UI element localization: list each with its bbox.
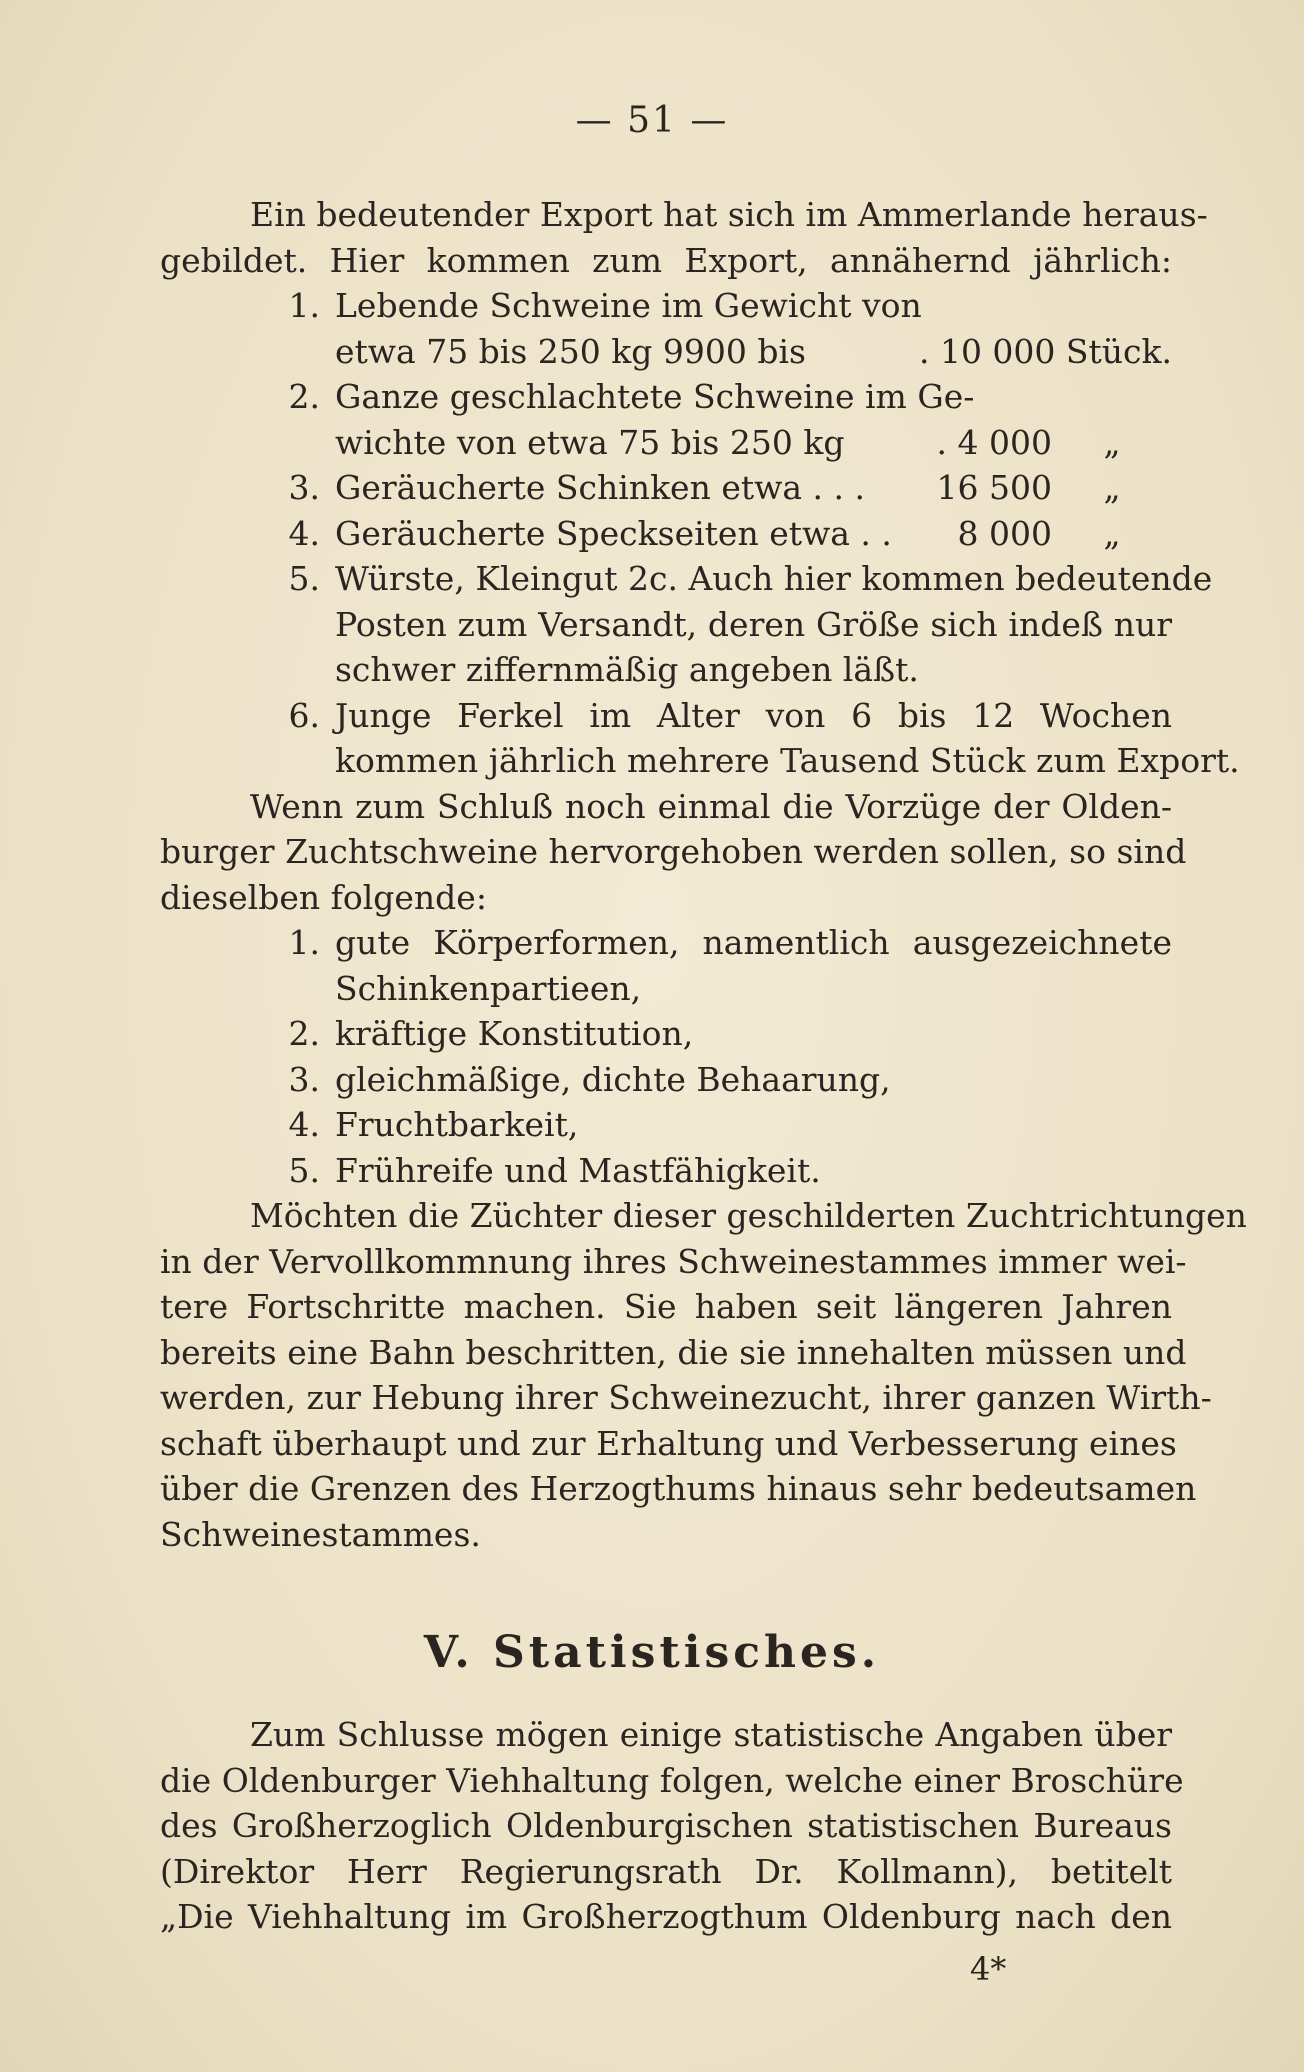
item-unit: „ (1103, 468, 1121, 507)
paragraph-line: Möchten die Züchter dieser geschilderten Zuchtrichtungen (250, 1196, 1247, 1235)
export-item-3 (160, 465, 1172, 511)
paragraph-line: Schweinestammes. (160, 1514, 481, 1554)
item-text: schwer ziffernmäßig angeben läßt. (335, 650, 919, 689)
paragraph-line: tere Fortschritte machen. Sie haben seit längeren Jahren (160, 1287, 1172, 1326)
merit-item-3 (160, 1057, 1172, 1103)
paragraph-line: (Direktor Herr Regierungsrath Dr. Kollmann), betitelt (160, 1851, 1172, 1891)
item-number: 1. (288, 923, 320, 962)
item-unit: „ (1103, 422, 1121, 462)
item-number: 3. (288, 1059, 320, 1099)
item-quantity: 8 000 (957, 513, 1052, 553)
paragraph-line: in der Vervollkommnung ihres Schweinestammes immer wei- (160, 1241, 1187, 1281)
item-number: 4. (288, 513, 320, 553)
paragraph-line: bereits eine Bahn beschritten, die sie innehalten müssen und (160, 1332, 1187, 1372)
paragraph-line: über die Grenzen des Herzogthums hinaus sehr bedeutsamen (160, 1469, 1197, 1508)
item-text: Posten zum Versandt, deren Größe sich indeß nur (335, 604, 1172, 644)
item-number: 2. (288, 1014, 320, 1053)
merit-item-5 (160, 1148, 1172, 1194)
paragraph-line: „Die Viehhaltung im Großherzogthum Oldenburg nach den (160, 1897, 1172, 1936)
text-column (160, 192, 1247, 1557)
item-text: Geräucherte Schinken etwa . . . (335, 468, 865, 507)
item-text: Geräucherte Speckseiten etwa . . (335, 513, 892, 553)
item-text: kommen jährlich mehrere Tausend Stück zum Export. (335, 741, 1240, 780)
item-text: Frühreife und Mastfähigkeit. (335, 1150, 821, 1190)
item-text: Junge Ferkel im Alter von 6 bis 12 Wochen (335, 695, 1172, 735)
merit-item-1 (160, 920, 1172, 966)
paragraph-line: dieselben folgende: (160, 877, 487, 917)
item-number: 4. (288, 1105, 320, 1144)
export-item-1 (160, 283, 1172, 329)
item-quantity: . 10 000 Stück. (918, 331, 1172, 371)
item-quantity: 16 500 (936, 468, 1052, 507)
item-text: Lebende Schweine im Gewicht von (335, 286, 922, 325)
export-item-6 (160, 693, 1172, 739)
item-text: Schinkenpartieen, (335, 968, 642, 1008)
paragraph-line: schaft überhaupt und zur Erhaltung und Verbesserung eines (160, 1423, 1177, 1463)
item-text: gleichmäßige, dichte Behaarung, (335, 1059, 891, 1099)
merit-item-2 (160, 1011, 1172, 1057)
paragraph-line: Ein bedeutender Export hat sich im Ammerlande heraus- (250, 195, 1208, 234)
page-number: — 51 — (575, 100, 729, 141)
merit-item-4 (160, 1102, 1172, 1148)
item-number: 3. (288, 468, 320, 507)
item-quantity: . 4 000 (936, 422, 1052, 462)
item-number: 5. (288, 1150, 320, 1190)
paragraph-line: Zum Schlusse mögen einige statistische Angaben über (250, 1715, 1172, 1754)
paragraph-line: Wenn zum Schluß noch einmal die Vorzüge der Olden- (250, 786, 1172, 826)
item-unit: „ (1103, 513, 1121, 553)
paragraph-line: die Oldenburger Viehhaltung folgen, welche einer Broschüre (160, 1760, 1184, 1800)
item-text: Fruchtbarkeit, (335, 1105, 579, 1144)
export-item-2-quantity-line (160, 420, 1172, 466)
paragraph-line: gebildet. Hier kommen zum Export, annähernd jährlich: (160, 240, 1172, 280)
paragraph-line: des Großherzoglich Oldenburgischen statistischen Bureaus (160, 1806, 1172, 1845)
paragraph-line: burger Zuchtschweine hervorgehoben werden sollen, so sind (160, 832, 1187, 871)
item-number: 2. (288, 377, 320, 416)
item-number: 1. (288, 286, 320, 325)
text-column-2 (160, 1712, 1184, 1940)
signature-mark: 4* (970, 1950, 1007, 1988)
export-item-2 (160, 374, 1172, 420)
export-item-1-quantity-line (160, 329, 1172, 375)
item-text: Würste, Kleingut 2c. Auch hier kommen bedeutende (335, 559, 1213, 598)
export-item-5 (160, 556, 1213, 602)
item-text: kräftige Konstitution, (335, 1014, 694, 1053)
item-text: gute Körperformen, namentlich ausgezeichnete (335, 923, 1172, 962)
export-item-4 (160, 511, 1172, 557)
item-text: wichte von etwa 75 bis 250 kg (335, 422, 845, 462)
item-text: etwa 75 bis 250 kg 9900 bis (335, 331, 806, 371)
item-number: 6. (288, 695, 320, 735)
item-text: Ganze geschlachtete Schweine im Ge- (335, 377, 975, 416)
section-heading: V. Statistisches. (423, 1627, 881, 1678)
paragraph-line: werden, zur Hebung ihrer Schweinezucht, ihrer ganzen Wirth- (160, 1378, 1212, 1417)
item-number: 5. (288, 559, 320, 598)
